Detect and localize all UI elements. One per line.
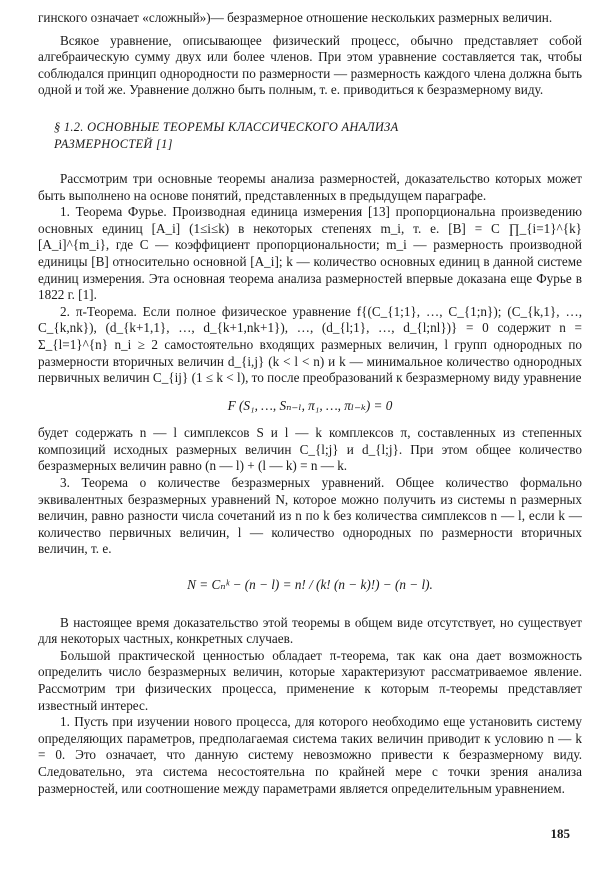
- paragraph-proof-absent: В настоящее время доказательство этой теоремы в общем виде отсутствует, но существует для некоторых частных, конкретных случаев.: [38, 614, 582, 647]
- paragraph-pi-theorem: 2. π-Теорема. Если полное физическое уравнение f{(C_{1;1}, …, C_{1;n}); (C_{k,1}, …, C_{k,nk}), (d_{k+1,1}, …, d_{k+1,nk+1}), …, (d_{l;1}, …, d_{l;nl})} = 0 содержит n = Σ_{l=1}^{n} n_i ≥ 2 самостоятельно входящих размерных величин, l групп однородных по размерности вторичных величин d_{i,j} (k < l < n) и k — минимальное количество однородных первичных величин C_{ij} (1 ≤ k < l), то после преобразований к безразмерному виду уравнение: [38, 303, 582, 386]
- page-number: 185: [550, 826, 570, 841]
- paragraph-practical-value: Большой практической ценностью обладает π-теорема, так как она дает возможность определить число безразмерных величин, которые характеризуют рассматриваемое явление. Рассмотрим три физических процесса, применение к которым π-теоремы представляет известный интерес.: [38, 647, 582, 713]
- formula-F: F (S₁, …, Sₙ₋ₗ, π₁, …, πₗ₋ₖ) = 0: [227, 397, 393, 413]
- page-body: [38, 10, 582, 797]
- section-heading-line2: РАЗМЕРНОСТЕЙ [1]: [54, 136, 173, 151]
- paragraph-equation: Всякое уравнение, описывающее физический процесс, обычно представляет собой алгебраическую сумму двух или более членов. При этом уравнение составляется так, чтобы соблюдался принцип однородности по размерности — размерность каждого члена должна быть одной и той же. Уравнение должно быть полным, т. е. приводиться к безразмерному виду.: [38, 32, 582, 98]
- formula-N: N = Cₙᵏ − (n − l) = n! / (k! (n − k)!) − (n − l).: [187, 577, 433, 593]
- paragraph-fourier-theorem: 1. Теорема Фурье. Производная единица измерения [13] пропорциональна произведению основных единиц [A_i] (1≤i≤k) в некоторых степенях m_i, т. е. [B] = C ∏_{i=1}^{k} [A_i]^{m_i}, где C — коэффициент пропорциональности; m_i — размерность производной единицы [B] относительно основной [A_i]; k — количество основных единиц в данной системе единиц измерения. Эта основная теорема анализа размерностей впервые доказана еще Фурье в 1822 г. [1].: [38, 204, 582, 303]
- section-heading: [54, 119, 582, 153]
- paragraph-three-theorems: Рассмотрим три основные теоремы анализа размерностей, доказательство которых может быть выполнено на основе понятий, представленных в предыдущем параграфе.: [38, 170, 582, 203]
- paragraph-new-process: 1. Пусть при изучении нового процесса, для которого необходимо еще установить систему определяющих параметров, предполагаемая система таких величин приводит к условию n — k = 0. Это означает, что данную систему невозможно привести к безразмерному виду. Следовательно, эта система несостоятельна по крайней мере с точки зрения анализа размерностей, или соотношение между параметрами является определительным уравнением.: [38, 714, 582, 796]
- paragraph-count-theorem: 3. Теорема о количестве безразмерных уравнений. Общее количество формально эквивалентных безразмерных уравнений N, которое можно получить из системы n размерных величин, равно разности числа сочетаний из n по k без количества симплексов n — l, если k — количество первичных величин, l — количество однородных по размерности вторичных величин, т. е.: [38, 475, 582, 557]
- paragraph-simplexes: будет содержать n — l симплексов S и l — k комплексов π, составленных из степенных композиций исходных размерных величин C_{l;j} и d_{l;j}. При этом общее количество безразмерных величин равно (n — l) + (l — k) = n — k.: [38, 425, 582, 474]
- paragraph-intro-end: гинского означает «сложный»)— безразмерное отношение нескольких размерных величин.: [38, 10, 553, 25]
- section-heading-line1: § 1.2. ОСНОВНЫЕ ТЕОРЕМЫ КЛАССИЧЕСКОГО АНАЛИЗА: [54, 119, 399, 134]
